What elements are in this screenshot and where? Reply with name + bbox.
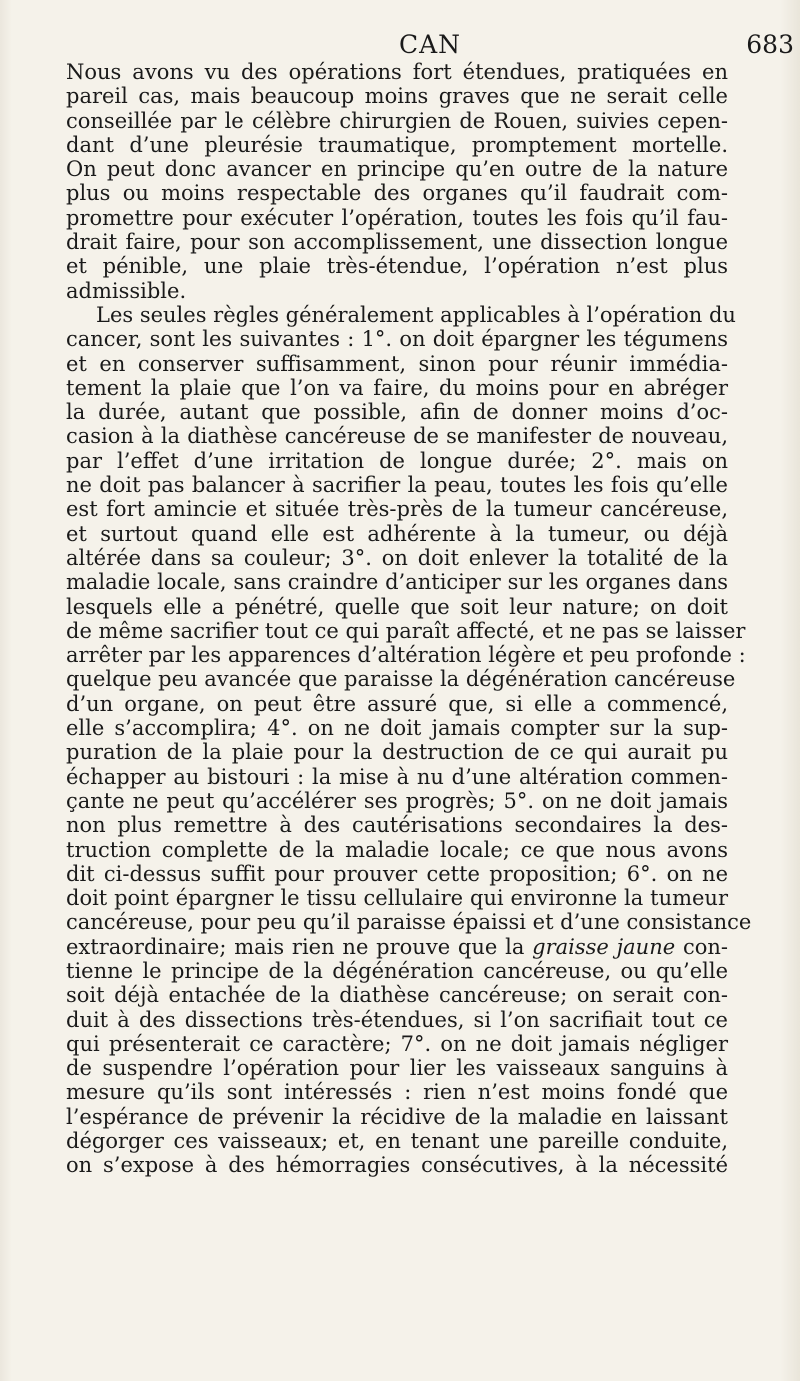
page-header: [66, 30, 794, 60]
text-line: l’espérance de prévenir la récidive de la maladie en laissant: [66, 1104, 728, 1129]
text-line: échapper au bistouri : la mise à nu d’une altération commen-: [66, 764, 728, 789]
text-line: drait faire, pour son accomplissement, une dissection longue: [66, 230, 728, 255]
text-line: maladie locale, sans craindre d’anticiper sur les organes dans: [66, 570, 728, 595]
text-line: quelque peu avancée que paraisse la dégénération cancéreuse: [66, 667, 736, 692]
text-line: elle s’accomplira; 4°. on ne doit jamais compter sur la sup-: [66, 716, 728, 741]
text-line: promettre pour exécuter l’opération, toutes les fois qu’il fau-: [66, 205, 728, 230]
text-line: arrêter par les apparences d’altération légère et peu profonde :: [66, 643, 746, 668]
text-line: Nous avons vu des opérations fort étendues, pratiquées en: [66, 60, 728, 84]
text-line: admissible.: [66, 278, 187, 303]
text-line: non plus remettre à des cautérisations secondaires la des-: [66, 813, 728, 838]
text-line: de même sacrifier tout ce qui paraît affecté, et ne pas se laisser: [66, 618, 746, 643]
text-line: casion à la diathèse cancéreuse de se manifester de nouveau,: [66, 424, 728, 449]
text-line: par l’effet d’une irritation de longue durée; 2°. mais on: [66, 448, 728, 473]
paragraph-2: [66, 302, 752, 1178]
text-line: extraordinaire; mais rien ne prouve que la graisse jaune con-: [66, 934, 728, 959]
text-line: doit point épargner le tissu cellulaire qui environne la tumeur: [66, 886, 728, 911]
text-line: dégorger ces vaisseaux; et, en tenant une pareille conduite,: [66, 1129, 728, 1154]
text-line: plus ou moins respectable des organes qu’il faudrait com-: [66, 181, 728, 206]
text-line: est fort amincie et située très-près de la tumeur cancéreuse,: [66, 497, 728, 522]
text-line: cancéreuse, pour peu qu’il paraisse épaissi et d’une consistance: [66, 910, 752, 935]
text-line: cancer, sont les suivantes : 1°. on doit épargner les tégumens: [66, 327, 728, 352]
text-line: de suspendre l’opération pour lier les vaisseaux sanguins à: [66, 1056, 728, 1081]
text-line: altérée dans sa couleur; 3°. on doit enlever la totalité de la: [66, 545, 728, 570]
text-line: soit déjà entachée de la diathèse cancéreuse; on serait con-: [66, 983, 728, 1008]
text-line: qui présenterait ce caractère; 7°. on ne doit jamais négliger: [66, 1031, 728, 1056]
text-line: On peut donc avancer en principe qu’en outre de la nature: [66, 157, 728, 182]
text-line: duit à des dissections très-étendues, si l’on sacrifiait tout ce: [66, 1007, 728, 1032]
emphasized-term: graisse jaune: [532, 934, 676, 959]
text-line: et en conserver suffisamment, sinon pour réunir immédia-: [66, 351, 728, 376]
text-line: d’un organe, on peut être assuré que, si elle a commencé,: [66, 691, 728, 716]
text-line: pareil cas, mais beaucoup moins graves que ne serait celle: [66, 84, 728, 109]
body-text: [66, 60, 752, 1178]
text-line: on s’expose à des hémorragies consécutives, à la nécessité: [66, 1153, 728, 1178]
text-line: truction complette de la maladie locale; ce que nous avons: [66, 837, 728, 862]
text-line: dit ci-dessus suffit pour prouver cette proposition; 6°. on ne: [66, 861, 728, 886]
text-line: dant d’une pleurésie traumatique, promptement mortelle.: [66, 132, 728, 157]
text-line: ne doit pas balancer à sacrifier la peau, toutes les fois qu’elle: [66, 473, 728, 498]
page-number: 683: [746, 30, 794, 59]
text-line: tement la plaie que l’on va faire, du moins pour en abréger: [66, 375, 728, 400]
text-line: çante ne peut qu’accélérer ses progrès; 5°. on ne doit jamais: [66, 788, 728, 813]
text-line: et surtout quand elle est adhérente à la tumeur, ou déjà: [66, 521, 728, 546]
text-line: la durée, autant que possible, afin de donner moins d’oc-: [66, 400, 728, 425]
text-line: mesure qu’ils sont intéressés : rien n’est moins fondé que: [66, 1080, 728, 1105]
text-line: puration de la plaie pour la destruction de ce qui aurait pu: [66, 740, 728, 765]
text-line: lesquels elle a pénétré, quelle que soit leur nature; on doit: [66, 594, 728, 619]
text-line: Les seules règles généralement applicables à l’opération du: [96, 302, 736, 327]
text-line: conseillée par le célèbre chirurgien de Rouen, suivies cepen-: [66, 108, 728, 133]
text-line: et pénible, une plaie très-étendue, l’opération n’est plus: [66, 254, 728, 279]
paragraph-1: [66, 60, 728, 303]
running-head: CAN: [398, 30, 462, 59]
text-line: tienne le principe de la dégénération cancéreuse, ou qu’elle: [66, 958, 728, 983]
